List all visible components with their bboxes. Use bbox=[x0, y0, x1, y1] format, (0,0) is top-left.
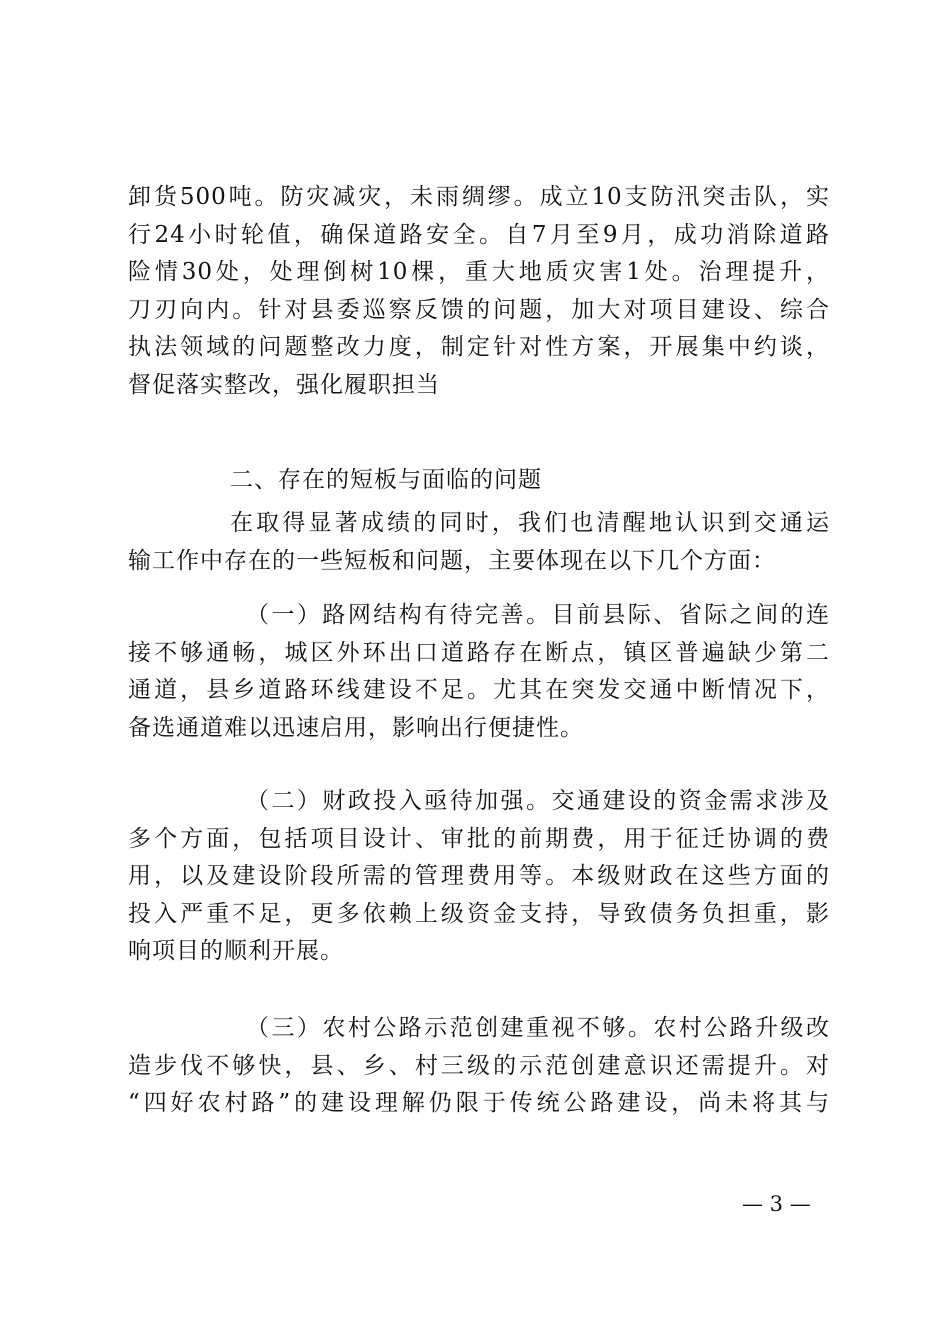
item-1-heading: （一）路网结构有待完善。 bbox=[246, 602, 552, 628]
item-1-paragraph bbox=[128, 597, 830, 747]
paragraph-line: 刀刃向内。针对县委巡察反馈的问题，加大对项目建设、综合 bbox=[128, 296, 830, 323]
item-3-paragraph bbox=[128, 1010, 830, 1123]
paragraph-line: 造步伐不够快，县、乡、村三级的示范创建意识还需提升。对 bbox=[128, 1052, 830, 1079]
paragraph-line: 卸货500吨。防灾减灾，未雨绸缪。成立10支防汛突击队，实 bbox=[128, 184, 830, 210]
paragraph-line: 通道，县乡道路环线建设不足。尤其在突发交通中断情况下， bbox=[128, 677, 830, 703]
paragraph-line: “四好农村路”的建设理解仍限于传统公路建设，尚未将其与 bbox=[128, 1090, 830, 1116]
item-first-line bbox=[128, 597, 830, 635]
section-heading: 二、存在的短板与面临的问题 bbox=[230, 467, 542, 493]
paragraph-line: 备选通道难以迅速启用，影响出行便捷性。 bbox=[128, 714, 584, 741]
paragraph-line: 险情30处，处理倒树10棵，重大地质灾害1处。治理提升， bbox=[128, 259, 830, 285]
paragraph-line: 在取得显著成绩的同时，我们也清醒地认识到交通运 bbox=[230, 510, 830, 536]
paragraph-line: 执法领域的问题整改力度，制定针对性方案，开展集中约谈， bbox=[128, 334, 830, 360]
intro-paragraph bbox=[128, 505, 830, 580]
item-first-line bbox=[128, 1010, 830, 1048]
paragraph-line: 行24小时轮值，确保道路安全。自7月至9月，成功消除道路 bbox=[128, 221, 830, 248]
item-2-first-line-text: 交通建设的资金需求涉及 bbox=[551, 788, 831, 814]
item-first-line bbox=[128, 783, 830, 821]
paragraph-line: 督促落实整改，强化履职担当 bbox=[128, 371, 440, 398]
paragraph-line: 接不够通畅，城区外环出口道路存在断点，镇区普遍缺少第二 bbox=[128, 639, 830, 666]
item-2-heading: （二）财政投入亟待加强。 bbox=[246, 788, 552, 814]
item-2-paragraph bbox=[128, 783, 830, 971]
paragraph-line: 投入严重不足，更多依赖上级资金支持，导致债务负担重，影 bbox=[128, 900, 830, 927]
item-3-heading: （三）农村公路示范创建重视不够。 bbox=[246, 1015, 654, 1041]
paragraph-line: 用，以及建设阶段所需的管理费用等。本级财政在这些方面的 bbox=[128, 863, 830, 889]
continued-paragraph bbox=[128, 179, 830, 404]
paragraph-line: 响项目的顺利开展。 bbox=[128, 938, 344, 964]
paragraph-line: 多个方面，包括项目设计、审批的前期费，用于征迁协调的费 bbox=[128, 825, 830, 852]
item-1-first-line-text: 目前县际、省际之间的连 bbox=[551, 602, 831, 628]
paragraph-line: 输工作中存在的一些短板和问题，主要体现在以下几个方面： bbox=[128, 547, 776, 574]
item-3-first-line-text: 农村公路升级改 bbox=[653, 1015, 831, 1041]
page-number: — 3 — bbox=[742, 1192, 811, 1216]
